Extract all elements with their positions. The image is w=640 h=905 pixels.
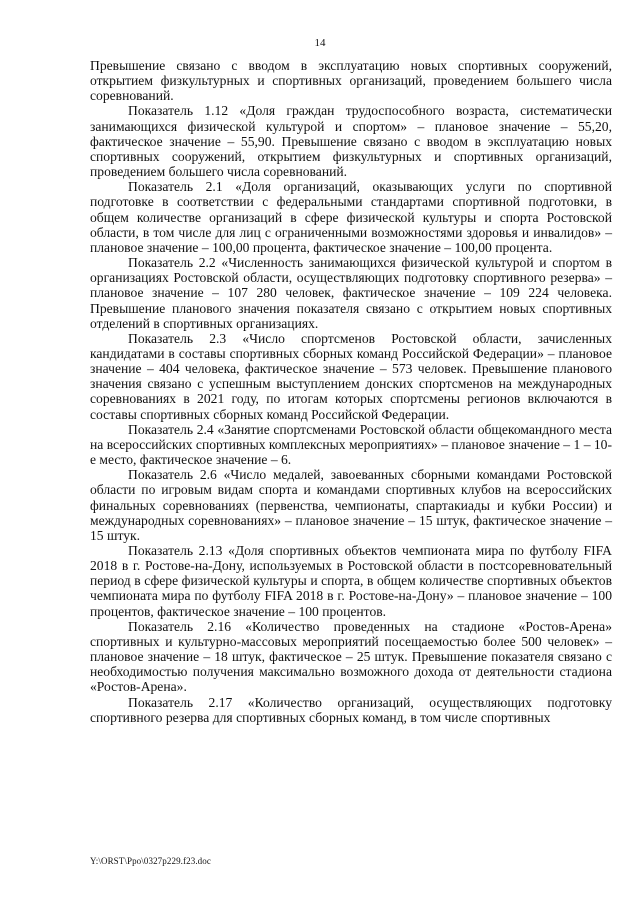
document-body xyxy=(90,58,612,725)
paragraph-continuation: Превышение связано с вводом в эксплуатацию новых спортивных сооружений, открытием физкультурных и спортивных организаций, проведением большего числа соревнований. xyxy=(90,58,612,104)
paragraph-indicator-2-4: Показатель 2.4 «Занятие спортсменами Ростовской области общекомандного места на всероссийских спортивных комплексных мероприятиях» – плановое значение – 1 – 10-е место, фактическое значение – 6. xyxy=(90,421,613,468)
paragraph-indicator-2-17: Показатель 2.17 «Количество организаций, осуществляющих подготовку спортивного резерва для спортивных сборных команд, в том числе спортивных xyxy=(90,694,612,725)
paragraph-indicator-2-1: Показатель 2.1 «Доля организаций, оказывающих услуги по спортивной подготовке в соответствии с федеральными стандартами спортивной подготовки, в общем количестве организаций в сфере физической культуры и спорта Ростовской области, в том числе для лиц с ограниченными возможностями здоровья и инвалидов» – плановое значение – 100,00 процента, фактическое значение – 100,00 процента. xyxy=(90,179,612,255)
paragraph-indicator-2-3: Показатель 2.3 «Число спортсменов Ростовской области, зачисленных кандидатами в составы спортивных сборных команд Российской Федерации» – плановое значение – 404 человека, фактическое значение – 573 человек. Превышение планового значения связано с успешным выступлением донских спортсменов на международных соревнованиях в 2021 году, по итогам которых спортсмены регионов включаются в составы спортивных сборных команд Российской Федерации. xyxy=(90,330,612,422)
page-number: 14 xyxy=(314,37,326,49)
paragraph-indicator-2-2: Показатель 2.2 «Численность занимающихся физической культурой и спортом в организациях Ростовской области, осуществляющих подготовку спортивного резерва» – плановое значение – 107 280 человек, фактическое значение – 109 224 человека. Превышение планового значения показателя связано с открытием новых спортивных отделений в спортивных организациях. xyxy=(90,255,612,331)
footer-file-path: Y:\ORST\Ppo\0327p229.f23.doc xyxy=(90,856,211,866)
paragraph-indicator-2-6: Показатель 2.6 «Число медалей, завоеванных сборными командами Ростовской области по игровым видам спорта и командами спортивных клубов на всероссийских финальных соревнованиях (первенства, чемпионаты, спартакиады и кубки России) и международных соревнованиях» – плановое значение – 15 штук, фактическое значение – 15 штук. xyxy=(90,467,612,543)
paragraph-indicator-1-12: Показатель 1.12 «Доля граждан трудоспособного возраста, систематически занимающихся физической культурой и спортом» – плановое значение – 55,20, фактическое значение – 55,90. Превышение связано с вводом в эксплуатацию новых спортивных сооружений, открытием физкультурных и спортивных организаций, проведением большего числа соревнований. xyxy=(90,103,612,180)
paragraph-indicator-2-13: Показатель 2.13 «Доля спортивных объектов чемпионата мира по футболу FIFA 2018 в г. Ростове-на-Дону, используемых в Ростовской области в постсоревновательный период в сфере физической культуры и спорта, в общем количестве спортивных объектов чемпионата мира по футболу FIFA 2018 в г. Ростове-на-Дону» – плановое значение – 100 процентов, фактическое значение – 100 процентов. xyxy=(90,543,612,619)
paragraph-indicator-2-16: Показатель 2.16 «Количество проведенных на стадионе «Ростов-Арена» спортивных и культурно-массовых мероприятий посещаемостью более 500 человек» – плановое значение – 18 штук, фактическое – 25 штук. Превышение показателя связано с необходимостью получения максимально возможного дохода от деятельности стадиона «Ростов-Арена». xyxy=(90,618,612,695)
